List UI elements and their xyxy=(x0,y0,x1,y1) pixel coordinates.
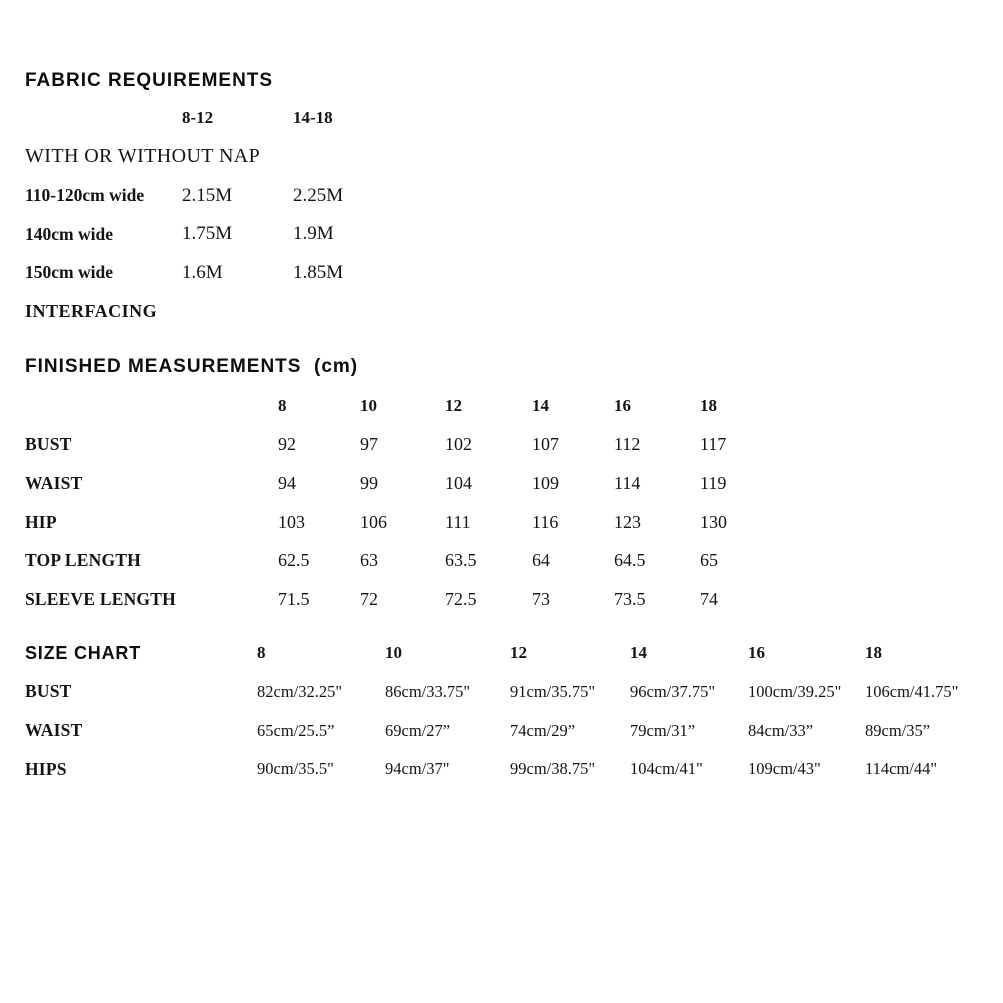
size-column-header: 8 xyxy=(257,643,266,663)
fabric-yardage-value: 1.9M xyxy=(293,223,334,245)
fabric-width-label: 110-120cm wide xyxy=(25,185,145,206)
fabric-yardage-value: 1.75M xyxy=(182,223,233,245)
fabric-yardage-value: 2.15M xyxy=(182,184,233,206)
fabric-yardage-value: 1.6M xyxy=(182,261,223,283)
measurement-value: 117 xyxy=(700,434,727,455)
size-column-header: 16 xyxy=(614,396,631,416)
measurement-value: 111 xyxy=(445,511,471,532)
body-measurement-value: 99cm/38.75" xyxy=(510,759,596,779)
body-measurement-value: 89cm/35” xyxy=(865,720,931,740)
size-chart-heading: SIZE CHART xyxy=(25,642,141,663)
fabric-yardage-value: 1.85M xyxy=(293,261,344,283)
size-column-header: 18 xyxy=(700,396,717,416)
measurement-value: 92 xyxy=(278,434,296,455)
measurement-value: 72.5 xyxy=(445,589,477,610)
fabric-width-row-140 xyxy=(25,215,453,254)
measurement-value: 102 xyxy=(445,434,472,455)
measurement-value: 65 xyxy=(700,550,718,571)
measurement-value: 109 xyxy=(532,473,559,494)
body-measurement-value: 82cm/32.25" xyxy=(257,681,343,701)
body-measurement-value: 114cm/44" xyxy=(865,759,938,779)
measurement-row-label: BUST xyxy=(25,681,72,702)
measurement-value: 107 xyxy=(532,434,559,455)
measurement-value: 99 xyxy=(360,473,378,494)
body-measurement-value: 74cm/29” xyxy=(510,720,576,740)
size-column-header: 14 xyxy=(630,643,647,663)
measurement-value: 116 xyxy=(532,511,559,532)
size-column-header: 18 xyxy=(865,643,882,663)
fabric-width-label: 150cm wide xyxy=(25,262,113,283)
body-measurement-value: 106cm/41.75" xyxy=(865,681,959,701)
measurement-row-label: HIPS xyxy=(25,758,67,779)
measurement-value: 63.5 xyxy=(445,550,477,571)
measurement-value: 94 xyxy=(278,473,296,494)
finished-measurements-heading: FINISHED MEASUREMENTS (cm) xyxy=(25,356,359,377)
measurement-value: 104 xyxy=(445,473,472,494)
fabric-yardage-value: 2.25M xyxy=(293,184,344,206)
measurement-value: 114 xyxy=(614,473,641,494)
interfacing-label: INTERFACING xyxy=(25,301,158,322)
measurement-value: 72 xyxy=(360,589,378,610)
measurement-value: 123 xyxy=(614,511,641,532)
size-chart-hips-row xyxy=(25,750,995,789)
size-chart-header-row xyxy=(25,634,995,673)
body-measurement-value: 69cm/27” xyxy=(385,720,451,740)
body-measurement-value: 86cm/33.75" xyxy=(385,681,471,701)
interfacing-row xyxy=(25,292,453,331)
measurement-value: 112 xyxy=(614,434,641,455)
body-measurement-value: 104cm/41" xyxy=(630,759,703,779)
size-chart-table xyxy=(25,634,995,789)
size-group-header-8-12: 8-12 xyxy=(182,108,214,128)
fabric-width-row-150 xyxy=(25,254,453,293)
body-measurement-value: 84cm/33” xyxy=(748,720,814,740)
fabric-width-row-110-120 xyxy=(25,176,453,215)
body-measurement-value: 94cm/37" xyxy=(385,759,450,779)
measurement-value: 74 xyxy=(700,589,718,610)
body-measurement-value: 96cm/37.75" xyxy=(630,681,716,701)
measurement-value: 71.5 xyxy=(278,589,310,610)
size-column-header: 10 xyxy=(385,643,402,663)
finished-bust-row xyxy=(25,426,810,465)
finished-sizes-header-row xyxy=(25,387,810,426)
measurement-value: 62.5 xyxy=(278,550,310,571)
size-chart-waist-row xyxy=(25,711,995,750)
measurement-value: 103 xyxy=(278,511,305,532)
size-column-header: 8 xyxy=(278,396,287,416)
size-column-header: 16 xyxy=(748,643,765,663)
size-chart-bust-row xyxy=(25,673,995,712)
size-column-header: 12 xyxy=(445,396,462,416)
measurement-value: 64 xyxy=(532,550,550,571)
measurement-row-label: WAIST xyxy=(25,473,83,494)
finished-measurements-table xyxy=(25,387,810,619)
body-measurement-value: 90cm/35.5" xyxy=(257,759,334,779)
fabric-requirements-table xyxy=(25,99,453,331)
body-measurement-value: 79cm/31” xyxy=(630,720,696,740)
measurement-row-label: BUST xyxy=(25,434,72,455)
finished-top-length-row xyxy=(25,542,810,581)
finished-sleeve-length-row xyxy=(25,580,810,619)
nap-note: WITH OR WITHOUT NAP xyxy=(25,145,261,168)
body-measurement-value: 109cm/43" xyxy=(748,759,821,779)
size-column-header: 10 xyxy=(360,396,377,416)
finished-waist-row xyxy=(25,464,810,503)
measurement-value: 64.5 xyxy=(614,550,646,571)
measurement-row-label: TOP LENGTH xyxy=(25,550,141,571)
measurement-value: 119 xyxy=(700,473,727,494)
size-column-header: 14 xyxy=(532,396,549,416)
body-measurement-value: 91cm/35.75" xyxy=(510,681,596,701)
nap-note-row xyxy=(25,138,453,177)
measurement-value: 97 xyxy=(360,434,378,455)
fabric-size-groups-row xyxy=(25,99,453,138)
size-group-header-14-18: 14-18 xyxy=(293,108,333,128)
body-measurement-value: 100cm/39.25" xyxy=(748,681,842,701)
size-column-header: 12 xyxy=(510,643,527,663)
fabric-requirements-heading: FABRIC REQUIREMENTS xyxy=(25,70,274,91)
measurement-value: 106 xyxy=(360,511,387,532)
measurement-value: 130 xyxy=(700,511,727,532)
body-measurement-value: 65cm/25.5” xyxy=(257,720,335,740)
measurement-row-label: WAIST xyxy=(25,720,83,741)
fabric-width-label: 140cm wide xyxy=(25,223,113,244)
measurement-value: 73.5 xyxy=(614,589,646,610)
finished-hip-row xyxy=(25,503,810,542)
measurement-value: 63 xyxy=(360,550,378,571)
measurement-row-label: HIP xyxy=(25,511,57,532)
measurement-row-label: SLEEVE LENGTH xyxy=(25,589,176,610)
measurement-value: 73 xyxy=(532,589,550,610)
